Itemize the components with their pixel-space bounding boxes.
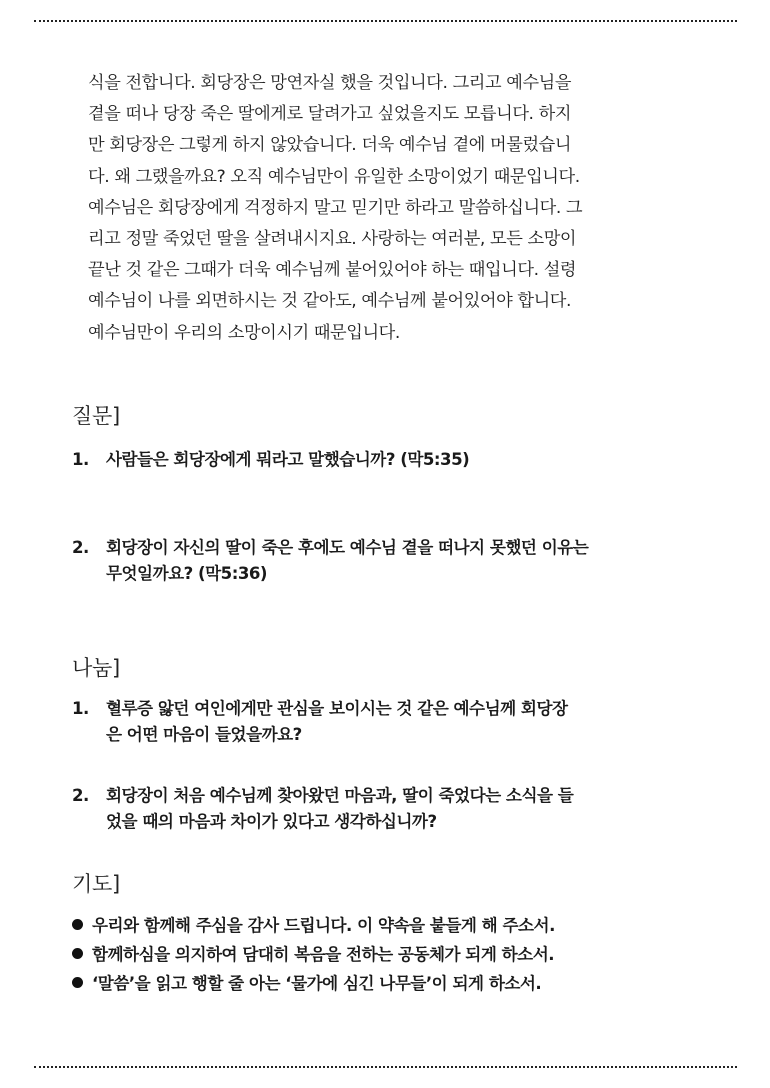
sharing-text xyxy=(106,783,712,835)
prayer-text: 우리와 함께해 주심을 감사 드립니다. 이 약속을 붙들게 해 주소서. xyxy=(92,916,555,935)
sharing-item xyxy=(72,696,712,748)
passage-line: 예수님은 회당장에게 걱정하지 말고 믿기만 하라고 말씀하십니다. 그 xyxy=(88,197,583,218)
passage-line: 식을 전합니다. 회당장은 망연자실 했을 것입니다. 그리고 예수님을 xyxy=(88,73,572,93)
sharing-line: 었을 때의 마음과 차이가 있다고 생각하십니까? xyxy=(106,812,437,831)
question-line: 무엇일까요? (막5:36) xyxy=(106,564,268,583)
sharing-heading: 나눔] xyxy=(72,656,120,680)
top-dotted-rule xyxy=(34,20,737,22)
passage-line: 예수님이 나를 외면하시는 것 같아도, 예수님께 붙어있어야 합니다. xyxy=(88,291,572,312)
question-item xyxy=(72,447,712,473)
question-line: 회당장이 자신의 딸이 죽은 후에도 예수님 곁을 떠나지 못했던 이유는 xyxy=(106,538,589,557)
sharing-number: 2. xyxy=(72,786,89,805)
bottom-dotted-rule xyxy=(34,1066,737,1068)
prayer-text: ‘말씀’을 읽고 행할 줄 아는 ‘물가에 심긴 나무들’이 되게 하소서. xyxy=(92,974,542,993)
questions-heading: 질문] xyxy=(72,404,120,428)
passage-line: 예수님만이 우리의 소망이시기 때문입니다. xyxy=(88,322,400,343)
passage-line: 만 회당장은 그렇게 하지 않았습니다. 더욱 예수님 곁에 머물렀습니 xyxy=(88,135,572,156)
question-item xyxy=(72,535,712,587)
sharing-text xyxy=(106,696,712,748)
question-number: 1. xyxy=(72,450,89,469)
passage-line: 곁을 떠나 당장 죽은 딸에게로 달려가고 싶었을지도 모릅니다. 하지 xyxy=(88,104,572,125)
question-line: 사람들은 회당장에게 뭐라고 말했습니까? (막5:35) xyxy=(106,450,470,469)
prayer-item xyxy=(72,971,712,997)
sharing-line: 회당장이 처음 예수님께 찾아왔던 마음과, 딸이 죽었다는 소식을 들 xyxy=(106,786,574,805)
prayer-item xyxy=(72,913,712,939)
prayer-heading: 기도] xyxy=(72,872,120,896)
passage-line: 다. 왜 그랬을까요? 오직 예수님만이 유일한 소망이었기 때문입니다. xyxy=(88,166,580,187)
passage-line: 리고 정말 죽었던 딸을 살려내시지요. 사랑하는 여러분, 모든 소망이 xyxy=(88,229,577,250)
question-text xyxy=(106,447,712,473)
bullet-icon xyxy=(72,919,83,930)
sharing-number: 1. xyxy=(72,699,89,718)
passage-line: 끝난 것 같은 그때가 더욱 예수님께 붙어있어야 하는 때입니다. 설령 xyxy=(88,260,577,281)
sharing-item xyxy=(72,783,712,835)
prayer-item xyxy=(72,942,712,968)
bullet-icon xyxy=(72,948,83,959)
sharing-line: 은 어떤 마음이 들었을까요? xyxy=(106,725,302,744)
question-text xyxy=(106,535,712,587)
sharing-line: 혈루증 앓던 여인에게만 관심을 보이시는 것 같은 예수님께 회당장 xyxy=(106,699,568,718)
sermon-passage xyxy=(88,68,708,349)
bullet-icon xyxy=(72,977,83,988)
prayer-text: 함께하심을 의지하여 담대히 복음을 전하는 공동체가 되게 하소서. xyxy=(92,945,555,964)
question-number: 2. xyxy=(72,538,89,557)
